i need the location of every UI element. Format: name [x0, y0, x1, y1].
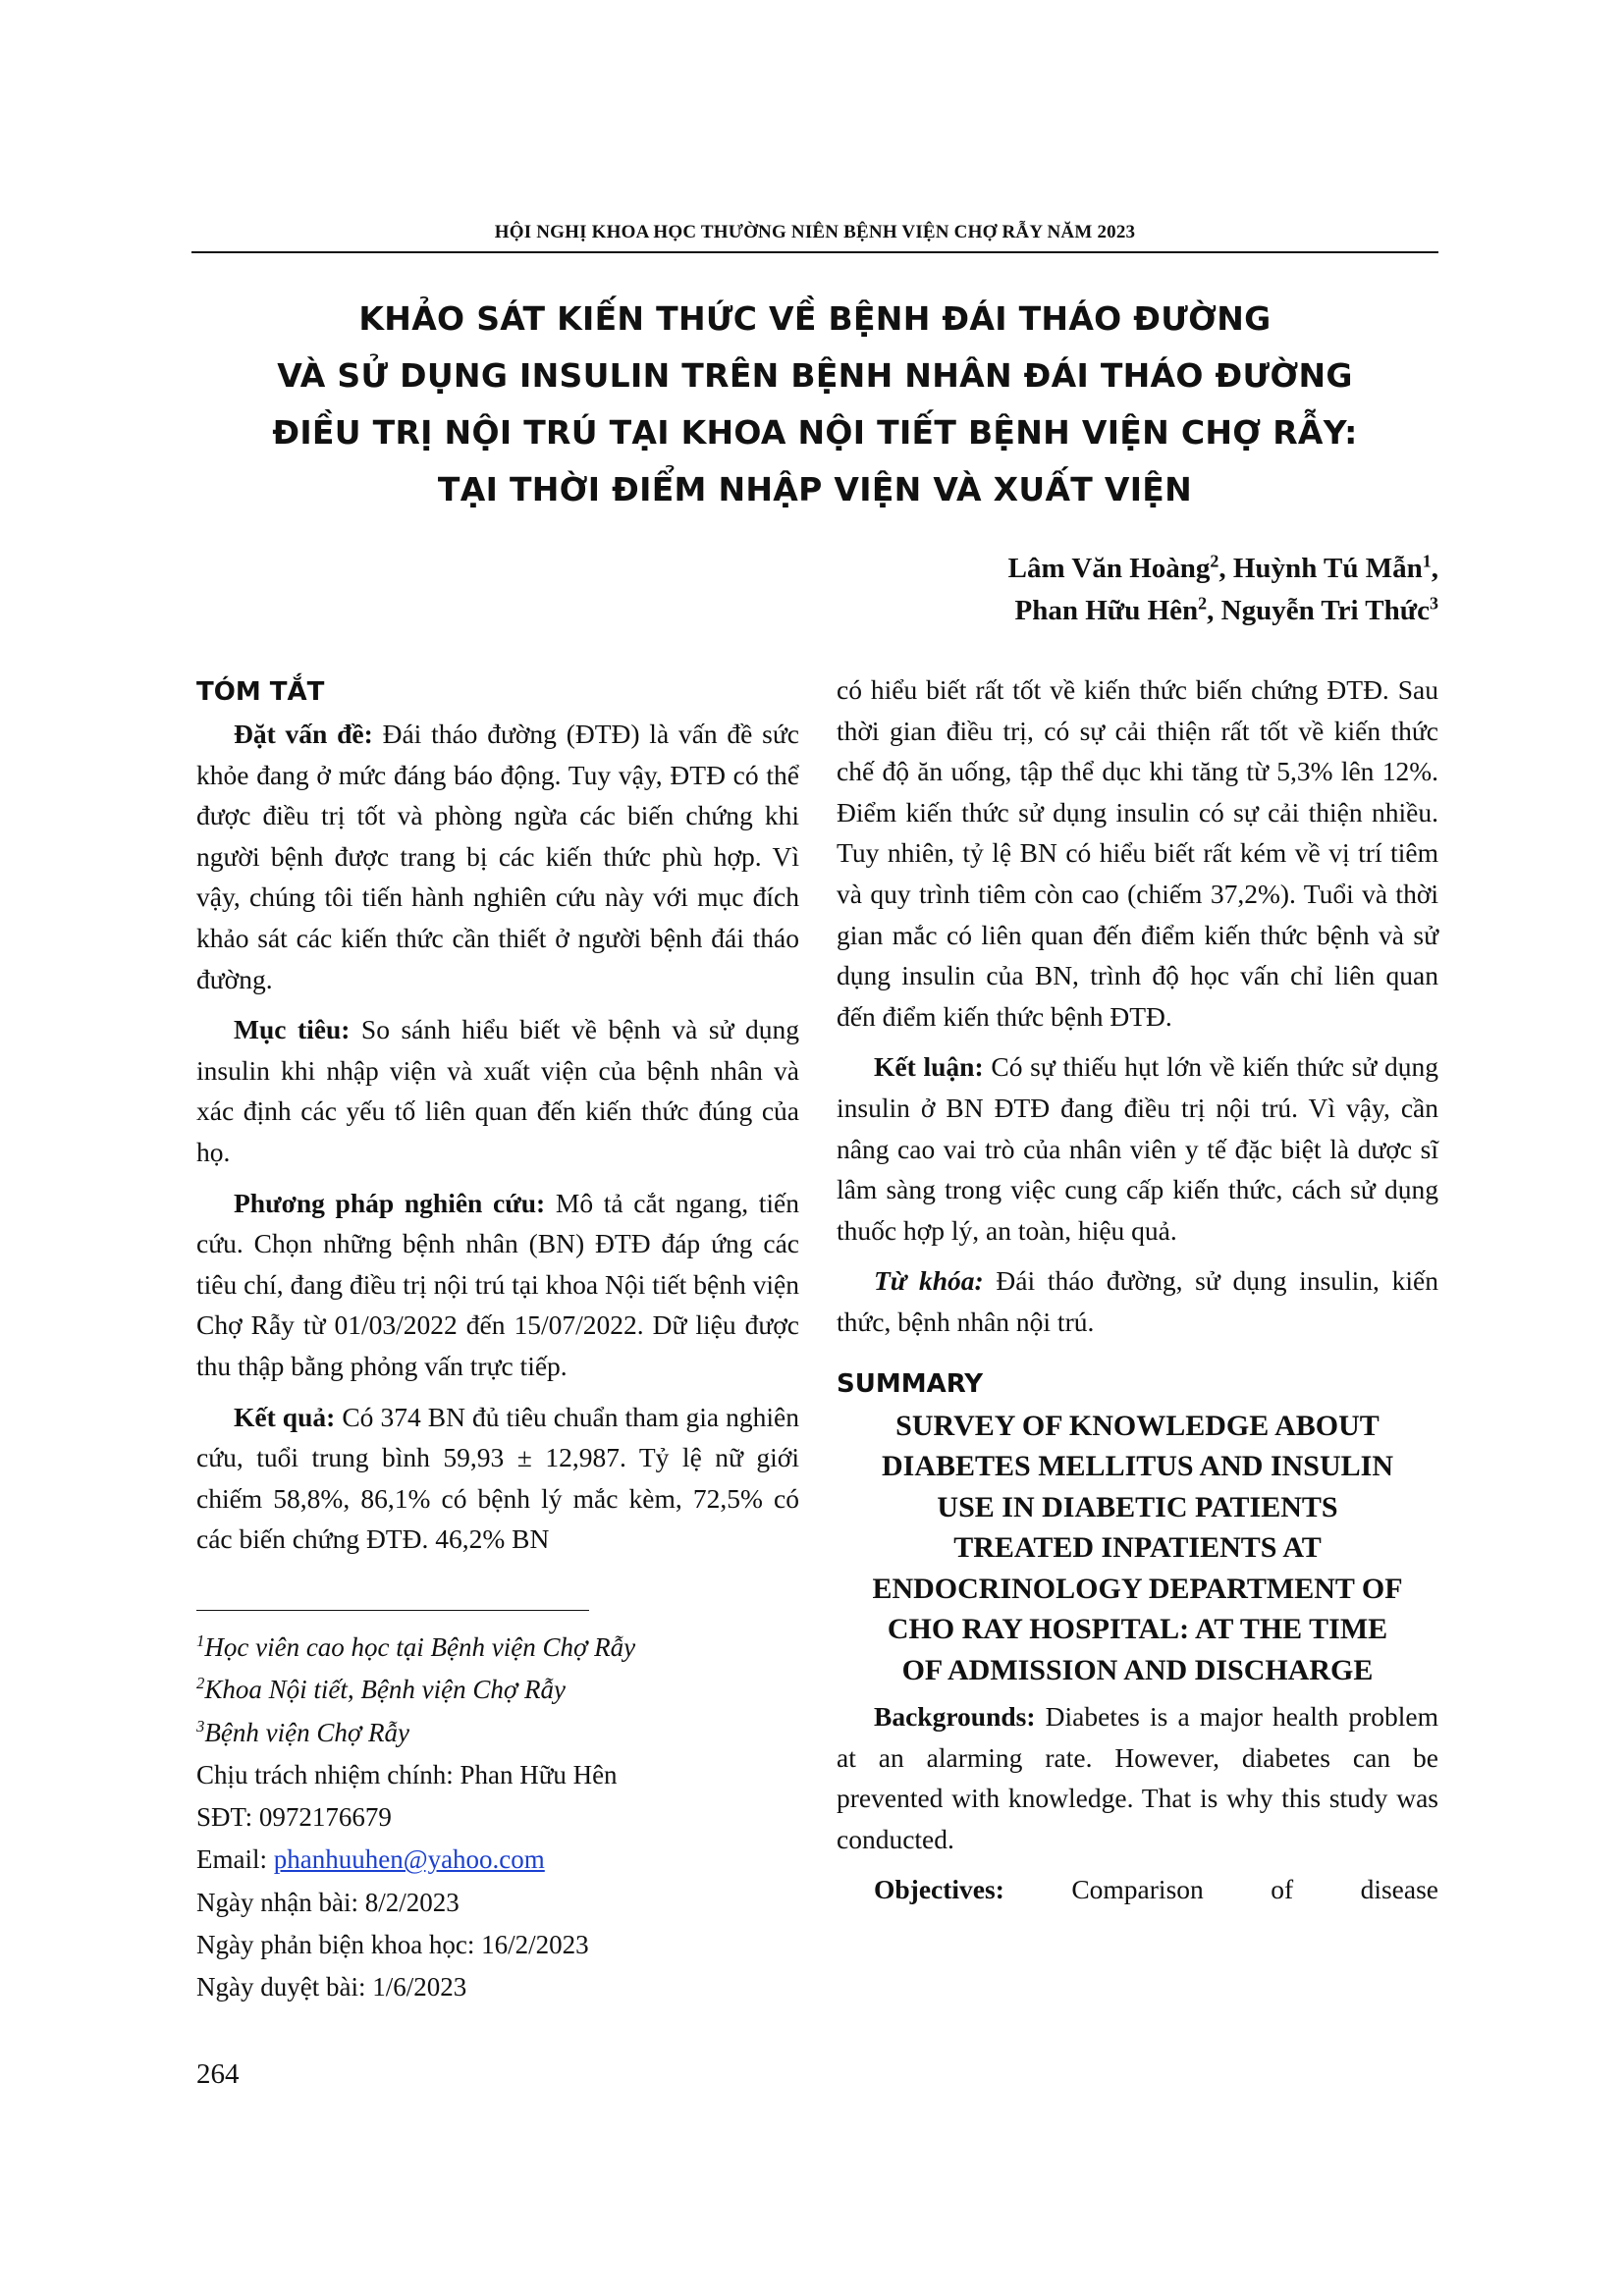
affiliation-text: Khoa Nội tiết, Bệnh viện Chợ Rẫy — [204, 1675, 566, 1705]
affiliation-mark: 3 — [196, 1716, 205, 1735]
right-column — [837, 669, 1438, 1920]
title-line: TẠI THỜI ĐIỂM NHẬP VIỆN VÀ XUẤT VIỆN — [437, 470, 1193, 508]
author-name: Phan Hữu Hên — [1014, 595, 1199, 626]
author-name: Lâm Văn Hoàng — [1007, 553, 1211, 584]
keywords-label: Từ khóa: — [874, 1265, 984, 1297]
objective-label: Mục tiêu: — [234, 1014, 351, 1045]
author-line — [785, 548, 1438, 590]
english-title-line: USE IN DIABETIC PATIENTS — [937, 1490, 1338, 1523]
author-affiliation-mark: 2 — [1210, 551, 1219, 571]
english-title-line: CHO RAY HOSPITAL: AT THE TIME — [887, 1613, 1388, 1645]
accepted-date: Ngày duyệt bài: 1/6/2023 — [196, 1972, 467, 2002]
backgrounds-text: Diabetes is a major health problem at an alarming rate. However, diabetes can be prevented with knowledge. That is why this study was conducted. — [837, 1701, 1438, 1854]
backgrounds-label: Backgrounds: — [874, 1701, 1036, 1732]
author-affiliation-mark: 1 — [1422, 551, 1432, 571]
results-label: Kết quả: — [234, 1401, 336, 1432]
review-date: Ngày phản biện khoa học: 16/2/2023 — [196, 1930, 589, 1960]
objectives-text: Comparison of disease — [1003, 1874, 1438, 1905]
english-title-line: DIABETES MELLITUS AND INSULIN — [882, 1450, 1393, 1482]
author-list — [785, 548, 1438, 632]
objective-text: So sánh hiểu biết về bệnh và sử dụng insulin khi nhập viện và xuất viện của bệnh nhân và xác định các yếu tố liên quan đến kiến thức đúng của họ. — [196, 1014, 799, 1167]
author-affiliation-mark: 3 — [1430, 593, 1438, 614]
english-title-line: ENDOCRINOLOGY DEPARTMENT OF — [872, 1572, 1403, 1605]
keywords — [837, 1260, 1438, 1342]
author-affiliation-mark: 2 — [1198, 593, 1208, 614]
title-line: KHẢO SÁT KIẾN THỨC VỀ BỆNH ĐÁI THÁO ĐƯỜNG — [358, 299, 1272, 338]
summary-heading: SUMMARY — [837, 1368, 984, 1399]
affiliation-mark: 1 — [196, 1631, 205, 1650]
author-line — [785, 590, 1438, 632]
email-link[interactable]: phanhuuhen@yahoo.com — [273, 1844, 545, 1875]
english-title-line: TREATED INPATIENTS AT — [953, 1531, 1322, 1564]
affiliation-note — [196, 1669, 799, 1711]
methods-text: Mô tả cắt ngang, tiến cứu. Chọn những bệnh nhân (BN) ĐTĐ đáp ứng các tiêu chí, đang điều trị nội trú tại khoa Nội tiết bệnh viện Chợ Rẫy từ 01/03/2022 đến 15/07/2022. Dữ liệu được thu thập bằng phỏng vấn trực tiếp. — [196, 1187, 800, 1381]
abstract-results-continued: có hiểu biết rất tốt về kiến thức biến chứng ĐTĐ. Sau thời gian điều trị, có sự cải thiện rất tốt về kiến thức chế độ ăn uống, tập thể dục khi tăng từ 5,3% lên 12%. Điểm kiến thức sử dụng insulin có sự cải thiện nhiều. Tuy nhiên, tỷ lệ BN có hiểu biết rất kém về vị trí tiêm và quy trình tiêm còn cao (chiếm 37,2%). Tuổi và thời gian mắc có liên quan đến điểm kiến thức bệnh và sử dụng insulin của BN, trình độ học vấn chỉ liên quan đến điểm kiến thức bệnh ĐTĐ. — [837, 674, 1438, 1032]
affiliation-text: Bệnh viện Chợ Rẫy — [204, 1717, 409, 1747]
results-text: Có 374 BN đủ tiêu chuẩn tham gia nghiên cứu, tuổi trung bình 59,93 ± 12,987. Tỷ lệ nữ giới chiếm 58,8%, 86,1% có bệnh lý mắc kèm, 72,5% có các biến chứng ĐTĐ. 46,2% BN — [196, 1401, 800, 1555]
title-line: ĐIỀU TRỊ NỘI TRÚ TẠI KHOA NỘI TIẾT BỆNH VIỆN CHỢ RẪY: — [272, 413, 1358, 452]
corresponding-author: Chịu trách nhiệm chính: Phan Hữu Hên — [196, 1759, 618, 1789]
abstract-conclusion — [837, 1046, 1438, 1251]
title-line: VÀ SỬ DỤNG INSULIN TRÊN BỆNH NHÂN ĐÁI THÁO ĐƯỜNG — [277, 356, 1353, 395]
email-line — [196, 1839, 799, 1881]
background-text: Đái tháo đường (ĐTĐ) là vấn đề sức khỏe đang ở mức đáng báo động. Tuy vậy, ĐTĐ có thể được điều trị tốt và phòng ngừa các biến chứng khi người bệnh được trang bị các kiến thức phù hợp. Vì vậy, chúng tôi tiến hành nghiên cứu này với mục đích khảo sát các kiến thức cần thiết ở người bệnh đái tháo đường. — [196, 719, 799, 994]
affiliation-text: Học viên cao học tại Bệnh viện Chợ Rẫy — [204, 1632, 636, 1662]
conclusion-label: Kết luận: — [874, 1051, 984, 1083]
abstract-heading: TÓM TẮT — [196, 677, 325, 707]
abstract-methods — [196, 1183, 799, 1387]
author-separator: , — [1218, 553, 1233, 584]
running-header: HỘI NGHỊ KHOA HỌC THƯỜNG NIÊN BỆNH VIỆN CHỢ RẪY NĂM 2023 — [494, 222, 1136, 242]
affiliation-note — [196, 1712, 799, 1754]
received-date: Ngày nhận bài: 8/2/2023 — [196, 1887, 460, 1917]
abstract-objective — [196, 1009, 799, 1172]
methods-label: Phương pháp nghiên cứu: — [234, 1187, 546, 1218]
author-separator: , — [1207, 595, 1221, 626]
page-number: 264 — [196, 2058, 240, 2090]
summary-objectives — [837, 1869, 1438, 1910]
conclusion-text: Có sự thiếu hụt lớn về kiến thức sử dụng insulin ở BN ĐTĐ đang điều trị nội trú. Vì vậy, cần nâng cao vai trò của nhân viên y tế đặc biệt là dược sĩ lâm sàng trong việc cung cấp kiến thức, cách sử dụng thuốc hợp lý, an toàn, hiệu quả. — [837, 1051, 1439, 1246]
abstract-results — [196, 1397, 799, 1560]
author-name: Nguyễn Tri Thức — [1220, 595, 1431, 626]
objectives-label: Objectives: — [874, 1874, 1004, 1905]
affiliation-mark: 2 — [196, 1674, 205, 1693]
footnotes — [196, 1627, 799, 2009]
author-name: Huỳnh Tú Mẫn — [1232, 553, 1423, 584]
author-separator: , — [1431, 553, 1438, 584]
article-title — [191, 291, 1438, 518]
left-column — [196, 672, 799, 1570]
email-label: Email: — [196, 1844, 274, 1875]
abstract-background — [196, 714, 799, 999]
keywords-text: Đái tháo đường, sử dụng insulin, kiến thức, bệnh nhân nội trú. — [837, 1265, 1438, 1337]
english-title — [837, 1406, 1438, 1691]
summary-backgrounds — [837, 1696, 1438, 1859]
affiliation-note — [196, 1627, 799, 1669]
header-rule — [191, 251, 1438, 253]
phone-number: SĐT: 0972176679 — [196, 1802, 392, 1833]
footnote-rule — [196, 1610, 589, 1611]
background-label: Đặt vấn đề: — [234, 719, 373, 749]
english-title-line: SURVEY OF KNOWLEDGE ABOUT — [895, 1409, 1380, 1442]
english-title-line: OF ADMISSION AND DISCHARGE — [901, 1653, 1374, 1686]
